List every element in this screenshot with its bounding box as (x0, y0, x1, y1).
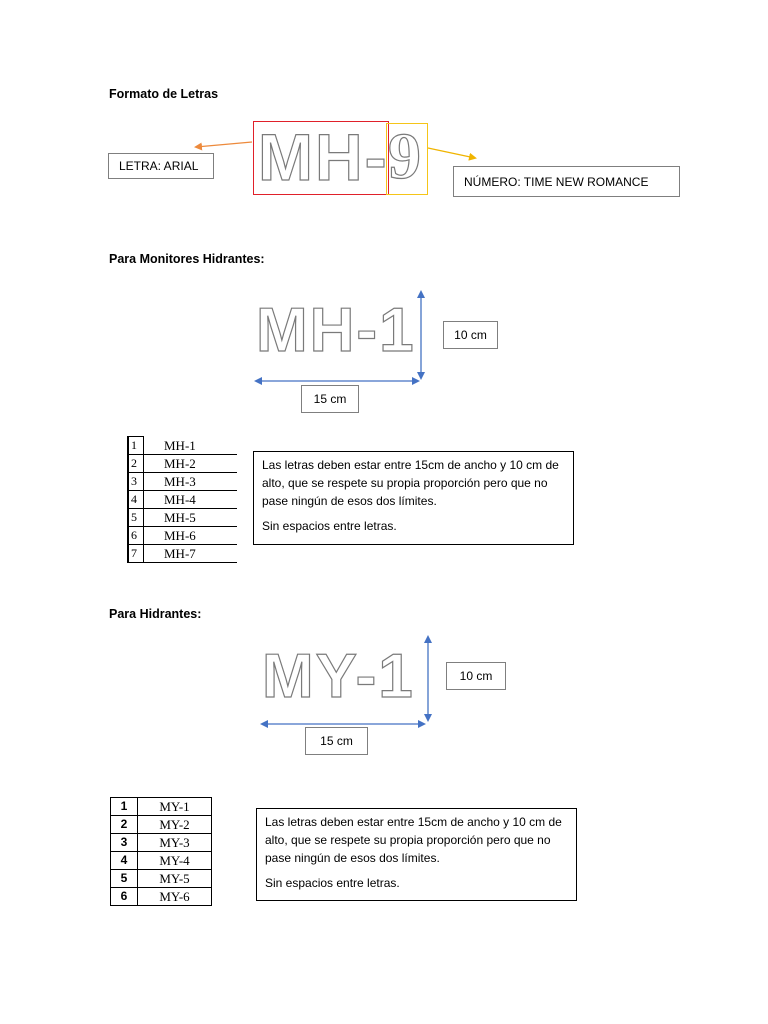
sample-my-1: MY-1 (262, 642, 415, 711)
instruction-text: Las letras deben estar entre 15cm de ancho y 10 cm de alto, que se respete su propia proporción pero que no pase ningún de esos dos límites. (262, 458, 559, 508)
row-number: 6 (111, 888, 138, 906)
row-code: MY-4 (138, 852, 212, 870)
row-number: 1 (111, 798, 138, 816)
row-number: 3 (128, 473, 144, 491)
letter-pointer-arrow (196, 142, 252, 147)
row-number: 1 (128, 437, 144, 455)
row-code: MY-6 (138, 888, 212, 906)
row-number: 4 (128, 491, 144, 509)
row-number: 4 (111, 852, 138, 870)
row-code: MH-7 (144, 545, 238, 563)
row-code: MH-2 (144, 455, 238, 473)
row-code: MY-1 (138, 798, 212, 816)
row-code: MH-6 (144, 527, 238, 545)
row-number: 2 (111, 816, 138, 834)
row-code: MH-5 (144, 509, 238, 527)
section-heading-monitors: Para Monitores Hidrantes: (109, 252, 265, 266)
sample-letters-arial: MH- (258, 120, 389, 194)
height-label-hydrants: 10 cm (446, 662, 506, 690)
row-code: MH-4 (144, 491, 238, 509)
section-heading-hydrants: Para Hidrantes: (109, 607, 202, 621)
width-label-hydrants: 15 cm (305, 727, 368, 755)
row-number: 7 (128, 545, 144, 563)
row-code: MY-3 (138, 834, 212, 852)
sample-number-times: 9 (388, 120, 423, 193)
row-number: 3 (111, 834, 138, 852)
spacing-note: Sin espacios entre letras. (262, 519, 397, 533)
number-font-label: NÚMERO: TIME NEW ROMANCE (453, 166, 680, 197)
row-code: MH-1 (144, 437, 238, 455)
number-pointer-arrow (428, 148, 475, 158)
row-code: MH-3 (144, 473, 238, 491)
section-heading-format: Formato de Letras (109, 87, 219, 101)
row-code: MY-2 (138, 816, 212, 834)
height-label-monitors: 10 cm (443, 321, 498, 349)
row-number: 2 (128, 455, 144, 473)
width-label-monitors: 15 cm (301, 385, 359, 413)
letter-font-label: LETRA: ARIAL (108, 153, 214, 179)
row-code: MY-5 (138, 870, 212, 888)
spacing-note: Sin espacios entre letras. (265, 876, 400, 890)
row-number: 6 (128, 527, 144, 545)
instruction-text: Las letras deben estar entre 15cm de ancho y 10 cm de alto, que se respete su propia proporción pero que no pase ningún de esos dos límites. (265, 815, 562, 865)
sample-mh-1: MH-1 (256, 296, 416, 365)
row-number: 5 (111, 870, 138, 888)
row-number: 5 (128, 509, 144, 527)
